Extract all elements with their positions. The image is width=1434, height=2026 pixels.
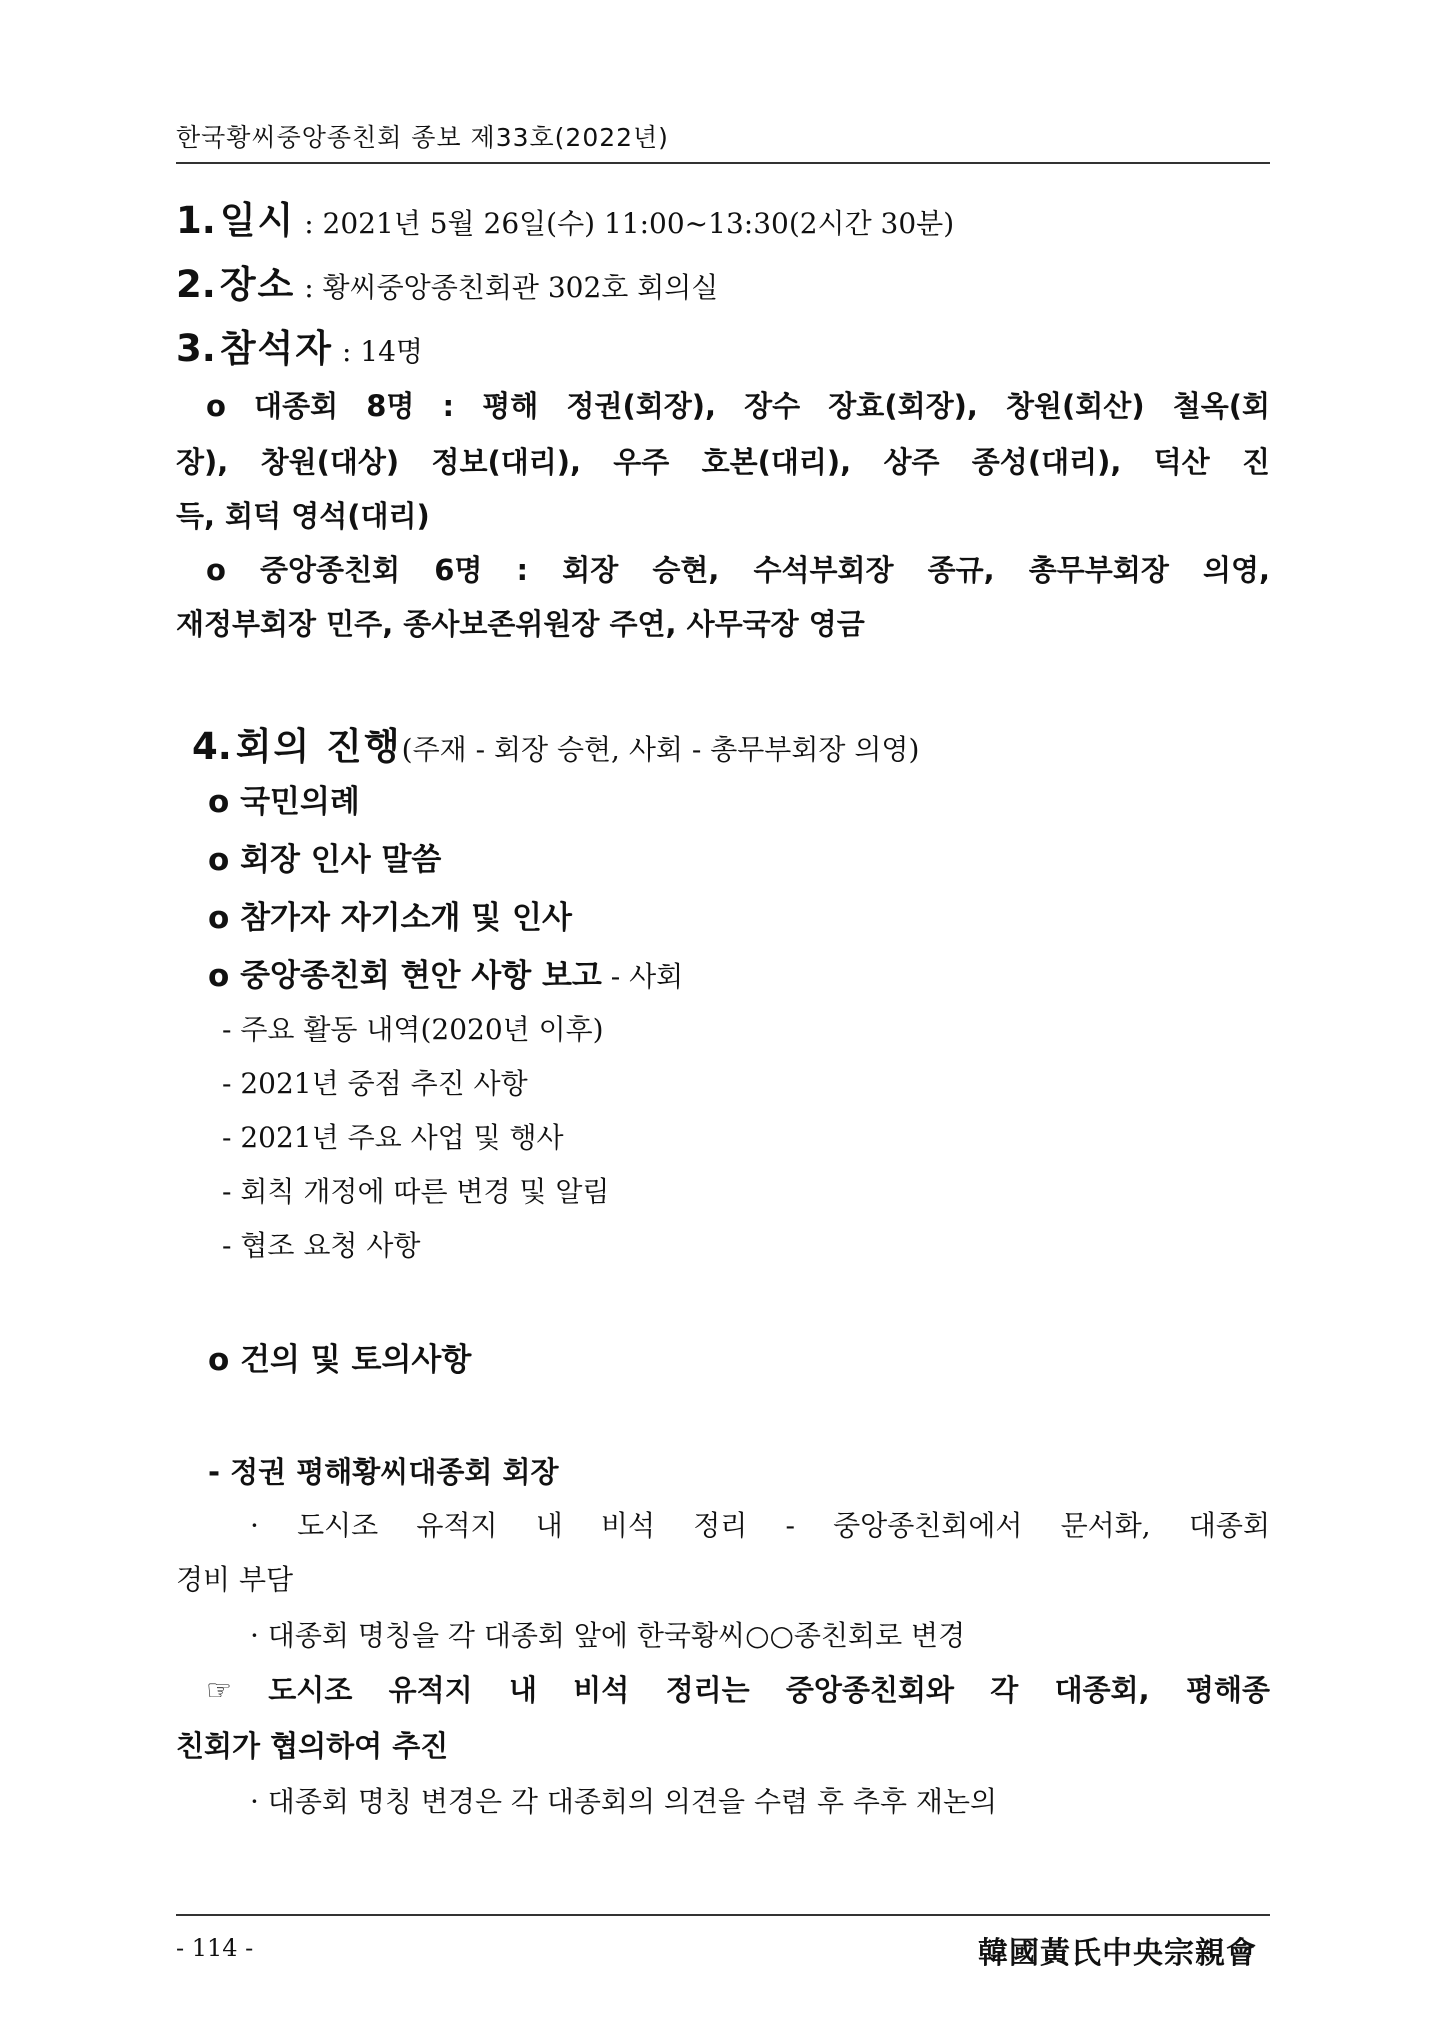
section-proceedings-sub: (주재 - 회장 승현, 사회 - 총무부회장 의영) bbox=[401, 733, 920, 766]
section-place-title: 장소 bbox=[219, 263, 296, 306]
organization-logo-text: 韓國黃氏中央宗親會 bbox=[978, 1936, 1257, 1971]
discussion-point-1a: · 도시조 유적지 내 비석 정리 - 중앙종친회에서 문서화, 대종회 bbox=[250, 1509, 1270, 1542]
agenda-item-introductions: o 참가자 자기소개 및 인사 bbox=[208, 900, 572, 936]
section-place-num: 2. bbox=[176, 263, 216, 306]
attendees-line-4: o 중앙종친회 6명 : 회장 승현, 수석부회장 종규, 총무부회장 의영, bbox=[206, 553, 1270, 587]
report-detail-cooperation: - 협조 요청 사항 bbox=[222, 1229, 421, 1262]
section-attendees-value: 14명 bbox=[360, 335, 423, 368]
section-date-num: 1. bbox=[176, 199, 216, 242]
section-date-sep: : bbox=[295, 207, 323, 240]
report-detail-activities: - 주요 활동 내역(2020년 이후) bbox=[222, 1013, 604, 1046]
discussion-result-1b: 친회가 협의하여 추진 bbox=[176, 1729, 449, 1763]
discussion-point-2: · 대종회 명칭을 각 대종회 앞에 한국황씨○○종친회로 변경 bbox=[250, 1619, 966, 1652]
agenda-item-anthem: o 국민의례 bbox=[208, 784, 360, 820]
agenda-item-report-suffix: - 사회 bbox=[601, 960, 684, 993]
section-date bbox=[176, 190, 954, 244]
attendees-line-5: 재정부회장 민주, 종사보존위원장 주연, 사무국장 영금 bbox=[176, 607, 865, 641]
section-proceedings bbox=[192, 716, 919, 770]
header-rule bbox=[176, 162, 1270, 164]
discussion-speaker: - 정권 평해황씨대종회 회장 bbox=[208, 1455, 559, 1489]
discussion-result-1a: ☞ 도시조 유적지 내 비석 정리는 중앙종친회와 각 대종회, 평해종 bbox=[206, 1673, 1270, 1707]
agenda-item-greeting: o 회장 인사 말씀 bbox=[208, 842, 442, 878]
discussion-point-1b: 경비 부담 bbox=[176, 1563, 294, 1596]
report-detail-bylaws: - 회칙 개정에 따른 변경 및 알림 bbox=[222, 1175, 610, 1208]
footer-rule bbox=[176, 1914, 1270, 1916]
attendees-line-2: 장), 창원(대상) 정보(대리), 우주 호본(대리), 상주 종성(대리), 덕산 진 bbox=[176, 445, 1270, 479]
section-proceedings-num: 4. bbox=[192, 725, 232, 768]
agenda-item-report bbox=[208, 950, 683, 995]
section-place bbox=[176, 254, 718, 308]
section-attendees-num: 3. bbox=[176, 327, 216, 370]
section-place-sep: : bbox=[295, 271, 323, 304]
report-detail-events: - 2021년 주요 사업 및 행사 bbox=[222, 1121, 564, 1154]
section-place-value: 황씨중앙종친회관 302호 회의실 bbox=[322, 271, 719, 304]
section-proceedings-title: 회의 진행 bbox=[235, 725, 402, 768]
section-attendees bbox=[176, 318, 423, 372]
page-number: - 114 - bbox=[176, 1934, 254, 1962]
section-date-title: 일시 bbox=[219, 199, 296, 242]
agenda-item-report-label: o 중앙종친회 현안 사항 보고 bbox=[208, 958, 602, 994]
attendees-line-3: 득, 회덕 영석(대리) bbox=[176, 499, 430, 533]
section-attendees-title: 참석자 bbox=[219, 327, 334, 370]
attendees-line-1: o 대종회 8명 : 평해 정권(회장), 장수 장효(회장), 창원(회산) 철옥(회 bbox=[206, 389, 1270, 423]
report-detail-priorities: - 2021년 중점 추진 사항 bbox=[222, 1067, 528, 1100]
section-date-value: 2021년 5월 26일(수) 11:00~13:30(2시간 30분) bbox=[322, 207, 955, 240]
agenda-item-discussion: o 건의 및 토의사항 bbox=[208, 1342, 472, 1378]
section-attendees-sep: : bbox=[333, 335, 361, 368]
discussion-point-3: · 대종회 명칭 변경은 각 대종회의 의견을 수렴 후 추후 재논의 bbox=[250, 1785, 998, 1818]
page-header-title: 한국황씨중앙종친회 종보 제33호(2022년) bbox=[176, 123, 669, 152]
